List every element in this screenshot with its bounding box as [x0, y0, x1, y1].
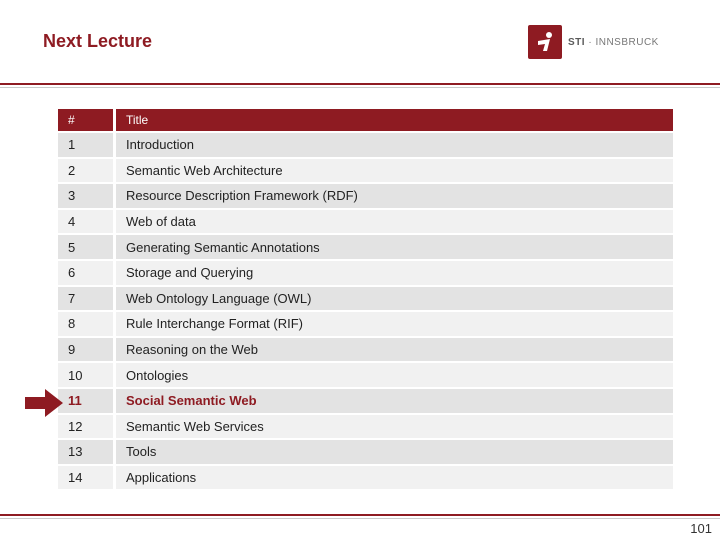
lecture-number: 4: [58, 209, 115, 235]
sti-innsbruck-logo: [528, 24, 659, 60]
table-row: [58, 132, 673, 158]
lecture-title: Rule Interchange Format (RIF): [115, 311, 674, 337]
lecture-number: 2: [58, 158, 115, 184]
table-row-current: [58, 388, 673, 414]
lecture-number: 10: [58, 362, 115, 388]
table-row: [58, 362, 673, 388]
logo-brand: STI: [568, 36, 586, 48]
table-row: [58, 234, 673, 260]
table-row: [58, 209, 673, 235]
lecture-number: 9: [58, 337, 115, 363]
lecture-number: 7: [58, 286, 115, 312]
header-number: #: [58, 109, 115, 132]
lecture-number: 6: [58, 260, 115, 286]
table-row: [58, 260, 673, 286]
lecture-number: 11: [58, 388, 115, 414]
lecture-title: Tools: [115, 439, 674, 465]
table-header-row: [58, 109, 673, 132]
header-rule-thin: [0, 87, 720, 88]
logo-separator: ·: [585, 36, 596, 48]
table-row: [58, 158, 673, 184]
lecture-number: 14: [58, 465, 115, 491]
lecture-title: Reasoning on the Web: [115, 337, 674, 363]
slide-title: Next Lecture: [43, 31, 153, 51]
lecture-title: Web Ontology Language (OWL): [115, 286, 674, 312]
arrow-right-icon: [25, 389, 63, 422]
lecture-title: Introduction: [115, 132, 674, 158]
footer-rule-thin: [0, 518, 720, 519]
lecture-table: [58, 109, 673, 491]
logo-name: INNSBRUCK: [595, 36, 659, 48]
lecture-title: Applications: [115, 465, 674, 491]
lecture-title: Social Semantic Web: [115, 388, 674, 414]
lecture-number: 12: [58, 414, 115, 440]
lecture-number: 5: [58, 234, 115, 260]
table-row: [58, 465, 673, 491]
lecture-number: 8: [58, 311, 115, 337]
lecture-title: Semantic Web Services: [115, 414, 674, 440]
table-row: [58, 337, 673, 363]
table-row: [58, 183, 673, 209]
header-rule: [0, 83, 720, 85]
lecture-number: 1: [58, 132, 115, 158]
page-number: 101: [690, 521, 712, 536]
table-row: [58, 439, 673, 465]
header-title: Title: [115, 109, 674, 132]
lecture-title: Generating Semantic Annotations: [115, 234, 674, 260]
table-row: [58, 286, 673, 312]
footer-rule: [0, 514, 720, 516]
lecture-title: Ontologies: [115, 362, 674, 388]
table-row: [58, 414, 673, 440]
lecture-title: Web of data: [115, 209, 674, 235]
sti-person-logo-icon: [528, 25, 562, 59]
lecture-title: Storage and Querying: [115, 260, 674, 286]
lecture-title: Semantic Web Architecture: [115, 158, 674, 184]
lecture-title: Resource Description Framework (RDF): [115, 183, 674, 209]
table-row: [58, 311, 673, 337]
logo-wordmark: [568, 37, 659, 48]
lecture-number: 3: [58, 183, 115, 209]
lecture-number: 13: [58, 439, 115, 465]
